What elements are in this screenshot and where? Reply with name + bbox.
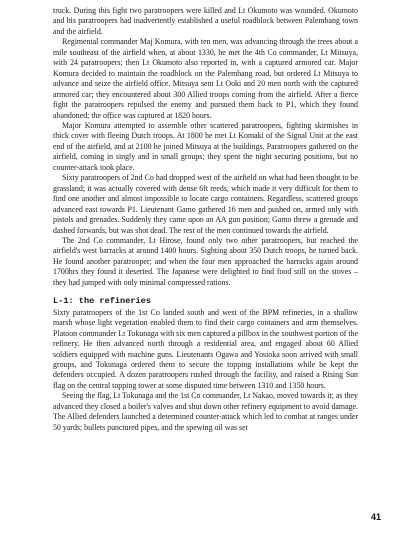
- paragraph-7: Seeing the flag, Lt Tokunaga and the 1st Co commander, Lt Nakao, moved towards it; as they advanced they closed a boiler's valves and shut down other refinery equipment to avoid damage. The Allied defenders launched a determined counter-attack which led to combat at ranges under 50 yards; bullets punctured pipes, and the spewing oil was set: [53, 391, 358, 432]
- page-number: 41: [371, 512, 382, 522]
- paragraph-2: Regimental commander Maj Komura, with ten men, was advancing through the trees about a mile southeast of the airfield when, at about 1330, he met the 4th Co commander, Lt Mitsuya, with 24 paratroopers; then Lt Okumoto also reported in, with a captured armored car. Major Komura decided to maintain the roadblock on the Palembang road, but ordered Lt Mitsuya to advance and seize the airfield office. Mitsuya sent Lt Ooki and 20 men north with the captured armored car; they encountered about 300 Allied troops coming from the airfield. After a fierce fight the paratroopers repulsed the enemy and pursued them back to P1, which they found abandoned; the office was captured at 1820 hours.: [53, 37, 358, 120]
- paragraph-3: Major Komura attempted to assemble other scattered paratroopers, fighting skirmishes in thick cover with fleeing Dutch troops. At 1800 he met Lt Komaki of the Signal Unit at the east end of the airfield, and at 2100 he joined Mitsuya at the buildings. Paratroopers gathered on the airfield, coming in singly and in small groups; they spent the night securing positions, but no counter-attack took place.: [53, 120, 358, 172]
- body-text-column: [53, 6, 358, 433]
- paragraph-5: The 2nd Co commander, Lt Hirose, found only two other paratroopers, but reached the airfield's west barracks at around 1400 hours. Sighting about 350 Dutch troops, he turned back. He found another paratrooper; and when the four men approached the barracks again around 1700hrs they found it deserted. The Japanese were delighted to find food still on the stoves – they had jumped with only minimal compressed rations.: [53, 235, 358, 287]
- section-heading: L-1: the refineries: [53, 296, 151, 307]
- paragraph-4: Sixty paratroopers of 2nd Co had dropped west of the airfield on what had been thought to be grassland; it was actually covered with dense 6ft reeds, which made it very difficult for them to find one another and almost impossible to locate cargo containers. Regardless, scattered groups advanced east towards P1. Lieutenant Gamo gathered 16 men and pushed on, armed only with pistols and grenades. Suddenly they came upon an AA gun position; Gamo threw a grenade and dashed forwards, but was shot dead. The rest of the men continued towards the airfield.: [53, 173, 358, 235]
- paragraph-6: Sixty paratroopers of the 1st Co landed south and west of the BPM refineries, in a shallow marsh whose light vegetation enabled them to find their cargo containers and arm themselves. Platoon commander Lt Tokunaga with six men captured a pillbox in the southwest portion of the refinery. He then advanced north through a residential area, and engaged about 60 Allied soldiers equipped with machine guns. Lieutenants Ogawa and Yosioka soon arrived with small groups, and Tokunaga ordered them to secure the topping installations while he kept the defenders occupied. A dozen paratroopers rushed through the facility, and raised a Rising Sun flag on the central topping tower at some disputed time between 1310 and 1350 hours.: [53, 307, 359, 390]
- paragraph-1: truck. During this fight two paratroopers were killed and Lt Okumoto was wounded. Okumoto and his paratroopers had inadvertently established a useful roadblock between Palembang town and the airfield.: [53, 6, 358, 36]
